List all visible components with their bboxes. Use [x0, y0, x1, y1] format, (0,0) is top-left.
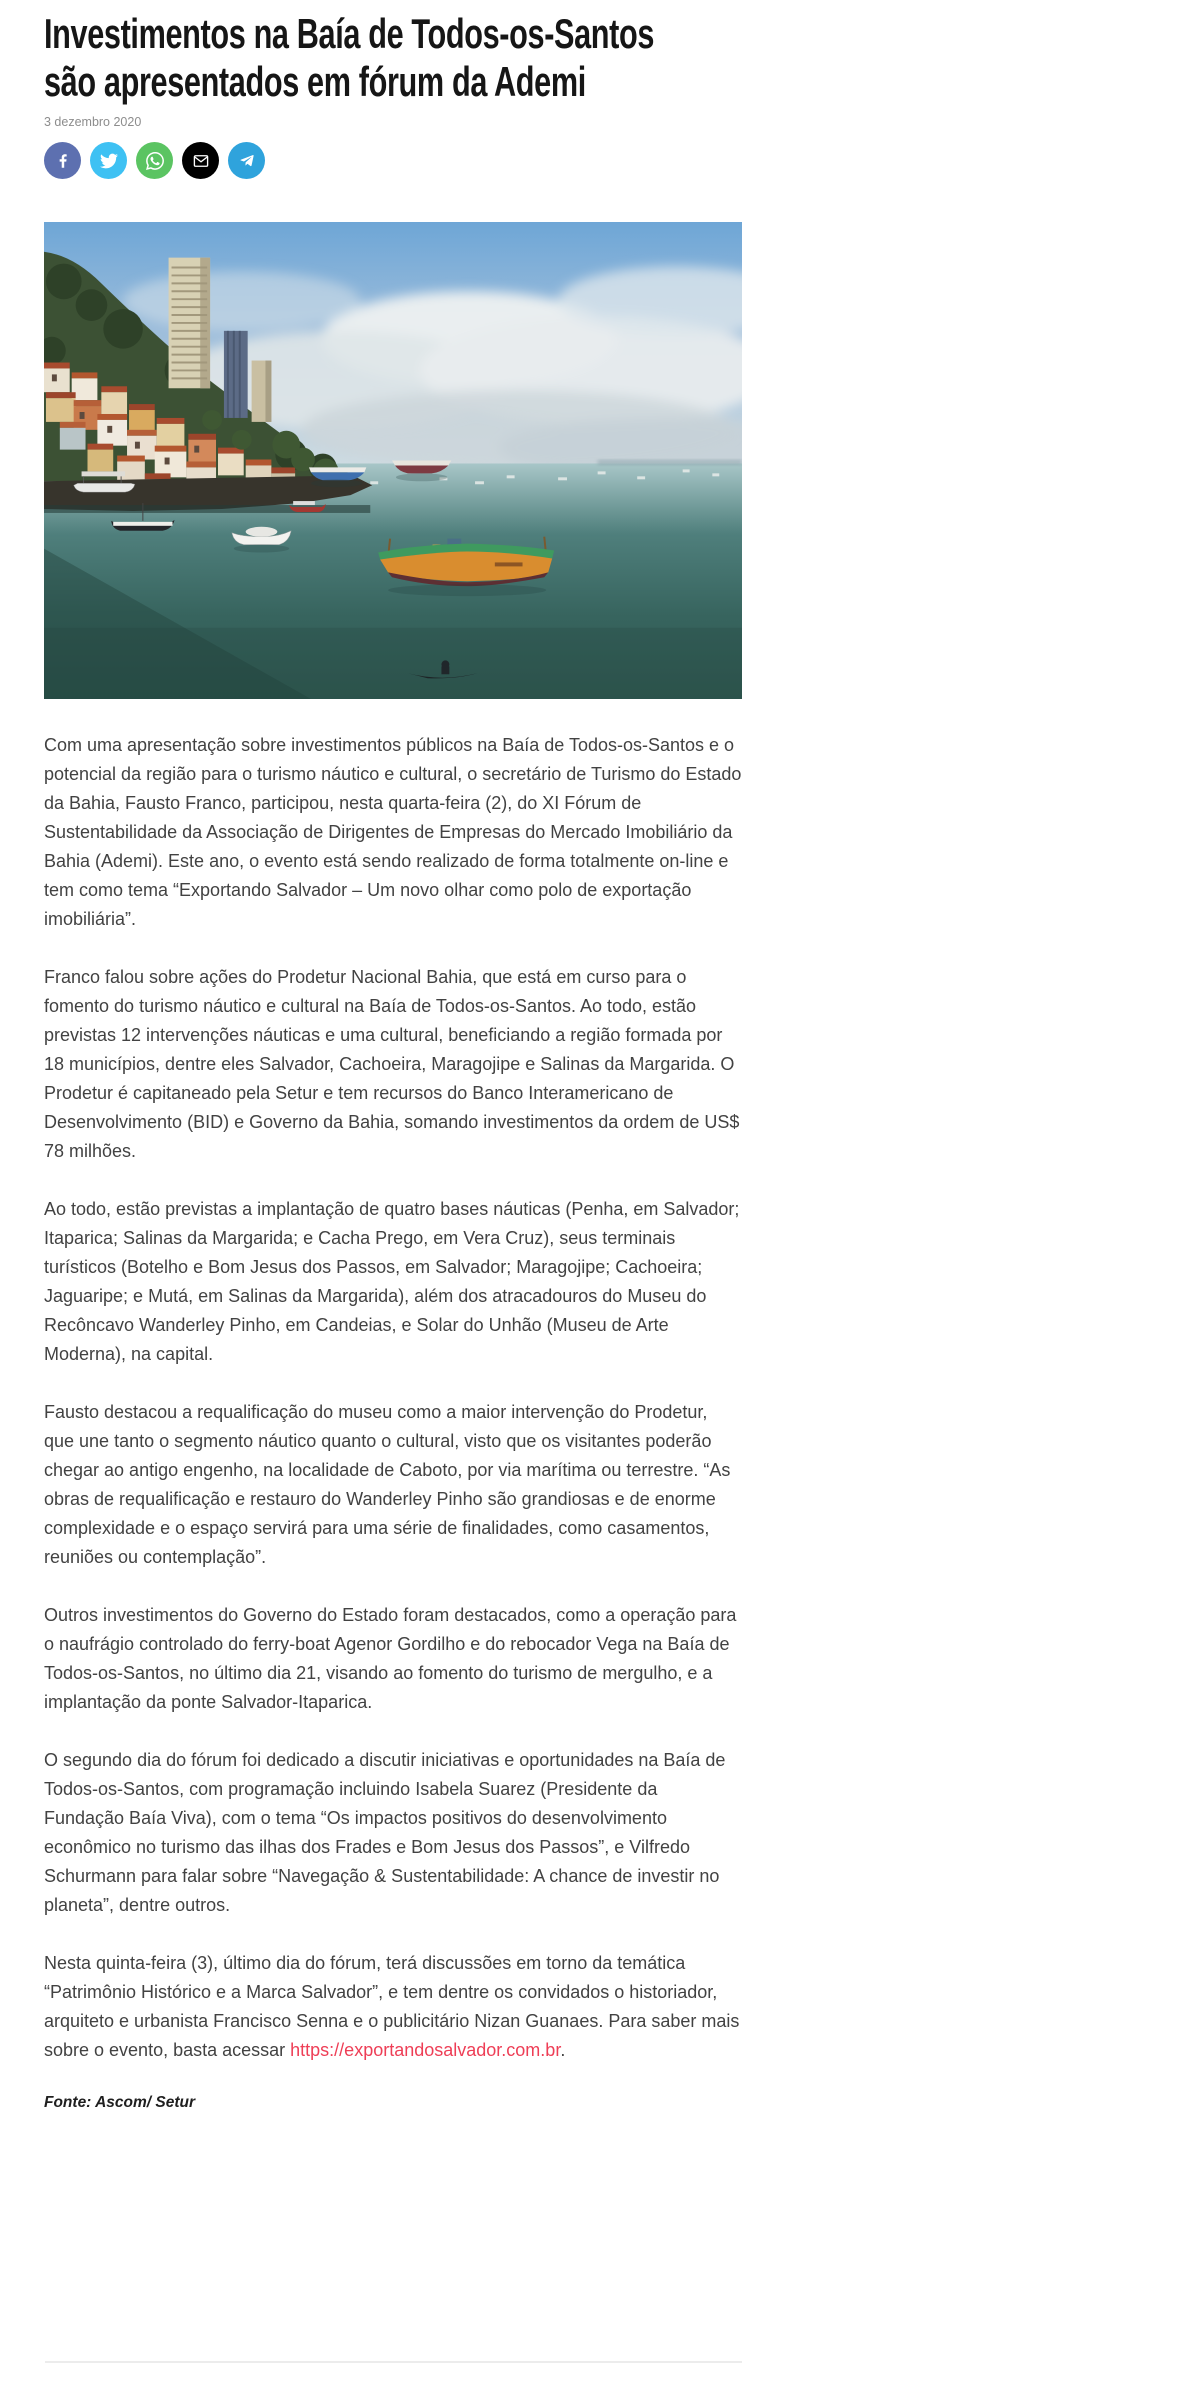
- telegram-share-button[interactable]: [228, 142, 265, 179]
- twitter-share-button[interactable]: [90, 142, 127, 179]
- article-paragraph: Nesta quinta-feira (3), último dia do fórum, terá discussões em torno da temática “Patrimônio Histórico e a Marca Salvador”, e tem dentre os convidados o historiador, arquiteto e urbanista Francisco Senna e o publicitário Nizan Guanaes. Para saber mais sobre o evento, basta acessar https://exportandosalvador.com.br.: [44, 1953, 740, 2060]
- telegram-icon: [238, 152, 256, 170]
- article-paragraph: Outros investimentos do Governo do Estado foram destacados, como a operação para o naufrágio controlado do ferry-boat Agenor Gordilho e do rebocador Vega na Baía de Todos-os-Santos, no último dia 21, visando ao fomento do turismo de mergulho, e a implantação da ponte Salvador-Itaparica.: [44, 1605, 737, 1712]
- article-paragraph: Com uma apresentação sobre investimentos públicos na Baía de Todos-os-Santos e o potencial da região para o turismo náutico e cultural, o secretário de Turismo do Estado da Bahia, Fausto Franco, participou, nesta quarta-feira (2), do XI Fórum de Sustentabilidade da Associação de Dirigentes de Empresas do Mercado Imobiliário da Bahia (Ademi). Este ano, o evento está sendo realizado de forma totalmente on-line e tem como tema “Exportando Salvador – Um novo olhar como polo de exportação imobiliária”.: [44, 735, 742, 929]
- article-link[interactable]: https://exportandosalvador.com.br: [290, 2040, 561, 2060]
- whatsapp-share-button[interactable]: [136, 142, 173, 179]
- article-body: [44, 731, 742, 2065]
- whatsapp-icon: [146, 152, 164, 170]
- email-share-button[interactable]: [182, 142, 219, 179]
- article-paragraph: Franco falou sobre ações do Prodetur Nacional Bahia, que está em curso para o fomento do turismo náutico e cultural na Baía de Todos-os-Santos. Ao todo, estão previstas 12 intervenções náuticas e uma cultural, beneficiando a região formada por 18 municípios, dentre eles Salvador, Cachoeira, Maragojipe e Salinas da Margarida. O Prodetur é capitaneado pela Setur e tem recursos do Banco Interamericano de Desenvolvimento (BID) e Governo da Bahia, somando investimentos da ordem de US$ 78 milhões.: [44, 967, 740, 1161]
- article-photo: [44, 222, 742, 699]
- facebook-icon: [54, 152, 72, 170]
- twitter-icon: [100, 152, 118, 170]
- article-paragraph: O segundo dia do fórum foi dedicado a discutir iniciativas e oportunidades na Baía de Todos-os-Santos, com programação incluindo Isabela Suarez (Presidente da Fundação Baía Viva), com o tema “Os impactos positivos do desenvolvimento econômico no turismo das ilhas dos Frades e Bom Jesus dos Passos”, e Vilfredo Schurmann para falar sobre “Navegação & Sustentabilidade: A chance de investir no planeta”, dentre outros.: [44, 1750, 726, 1915]
- article-date: 3 dezembro 2020: [44, 115, 142, 129]
- article-paragraph: Ao todo, estão previstas a implantação de quatro bases náuticas (Penha, em Salvador; Itaparica; Salinas da Margarida; e Cacha Prego, em Vera Cruz), seus terminais turísticos (Botelho e Bom Jesus dos Passos, em Salvador; Maragojipe; Cachoeira; Jaguaripe; e Mutá, em Salinas da Margarida), além dos atracadouros do Museu do Recôncavo Wanderley Pinho, em Candeias, e Solar do Unhão (Museu de Arte Moderna), na capital.: [44, 1199, 740, 1364]
- bottom-divider: [45, 2361, 742, 2363]
- page-title: Investimentos na Baía de Todos-os-Santos são apresentados em fórum da Ademi: [44, 10, 655, 105]
- article-source: Fonte: Ascom/ Setur: [44, 2094, 195, 2111]
- facebook-share-button[interactable]: [44, 142, 81, 179]
- share-buttons-row: [44, 142, 742, 179]
- email-icon: [192, 152, 210, 170]
- article-paragraph: Fausto destacou a requalificação do museu como a maior intervenção do Prodetur, que une tanto o segmento náutico quanto o cultural, visto que os visitantes poderão chegar ao antigo engenho, na localidade de Caboto, por via marítima ou terrestre. “As obras de requalificação e restauro do Wanderley Pinho são grandiosas e de enorme complexidade e o espaço servirá para uma série de finalidades, como casamentos, reuniões ou contemplação”.: [44, 1402, 731, 1567]
